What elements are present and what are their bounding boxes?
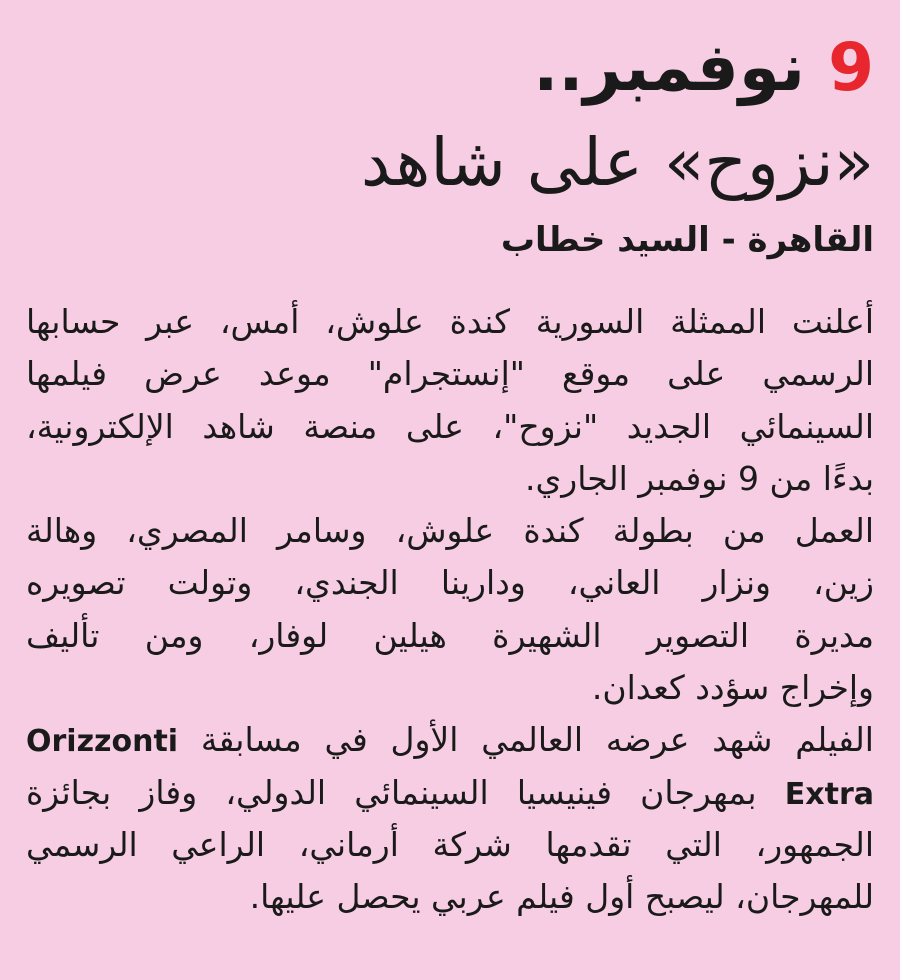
body-line: وإخراج سؤدد كعدان.	[591, 668, 874, 708]
body-line: الجمهور، التي تقدمها شركة أرماني، الراعي الرسمي	[26, 824, 874, 864]
body-line	[26, 714, 874, 766]
body-line: مديرة التصوير الشهيرة هيلين لوفار، ومن تأليف	[26, 615, 874, 655]
body-line-text: الفيلم شهد عرضه العالمي الأول في مسابقة	[200, 720, 874, 760]
body-line: بدءًا من 9 نوفمبر الجاري.	[524, 458, 874, 498]
paragraph-2	[26, 505, 874, 714]
competition-name-part-1: Orizzonti	[26, 724, 179, 760]
kicker-date	[26, 22, 874, 114]
paragraph-3	[26, 714, 874, 923]
body-line: العمل من بطولة كندة علوش، وسامر المصري، وهالة	[26, 511, 874, 551]
article-body	[26, 296, 874, 924]
body-line: السينمائي الجديد "نزوح"، على منصة شاهد الإلكترونية،	[26, 406, 874, 446]
body-line	[26, 767, 874, 819]
body-line: أعلنت الممثلة السورية كندة علوش، أمس، عبر حسابها	[26, 302, 874, 341]
body-line: زين، ونزار العاني، ودارينا الجندي، وتولت تصويره	[26, 563, 874, 603]
body-line-text: بمهرجان فينيسيا السينمائي الدولي، وفاز بجائزة	[26, 772, 757, 812]
competition-name-part-2: Extra	[784, 776, 874, 812]
paragraph-1	[26, 296, 874, 505]
kicker-text: نوفمبر..	[533, 29, 806, 106]
headline: «نزوح» على شاهد	[360, 124, 874, 201]
byline: القاهرة - السيد خطاب	[500, 220, 874, 260]
body-line: الرسمي على موقع "إنستجرام" موعد عرض فيلمها	[26, 354, 874, 394]
body-line: للمهرجان، ليصبح أول فيلم عربي يحصل عليها.	[249, 877, 874, 917]
kicker-number: 9	[828, 29, 874, 106]
